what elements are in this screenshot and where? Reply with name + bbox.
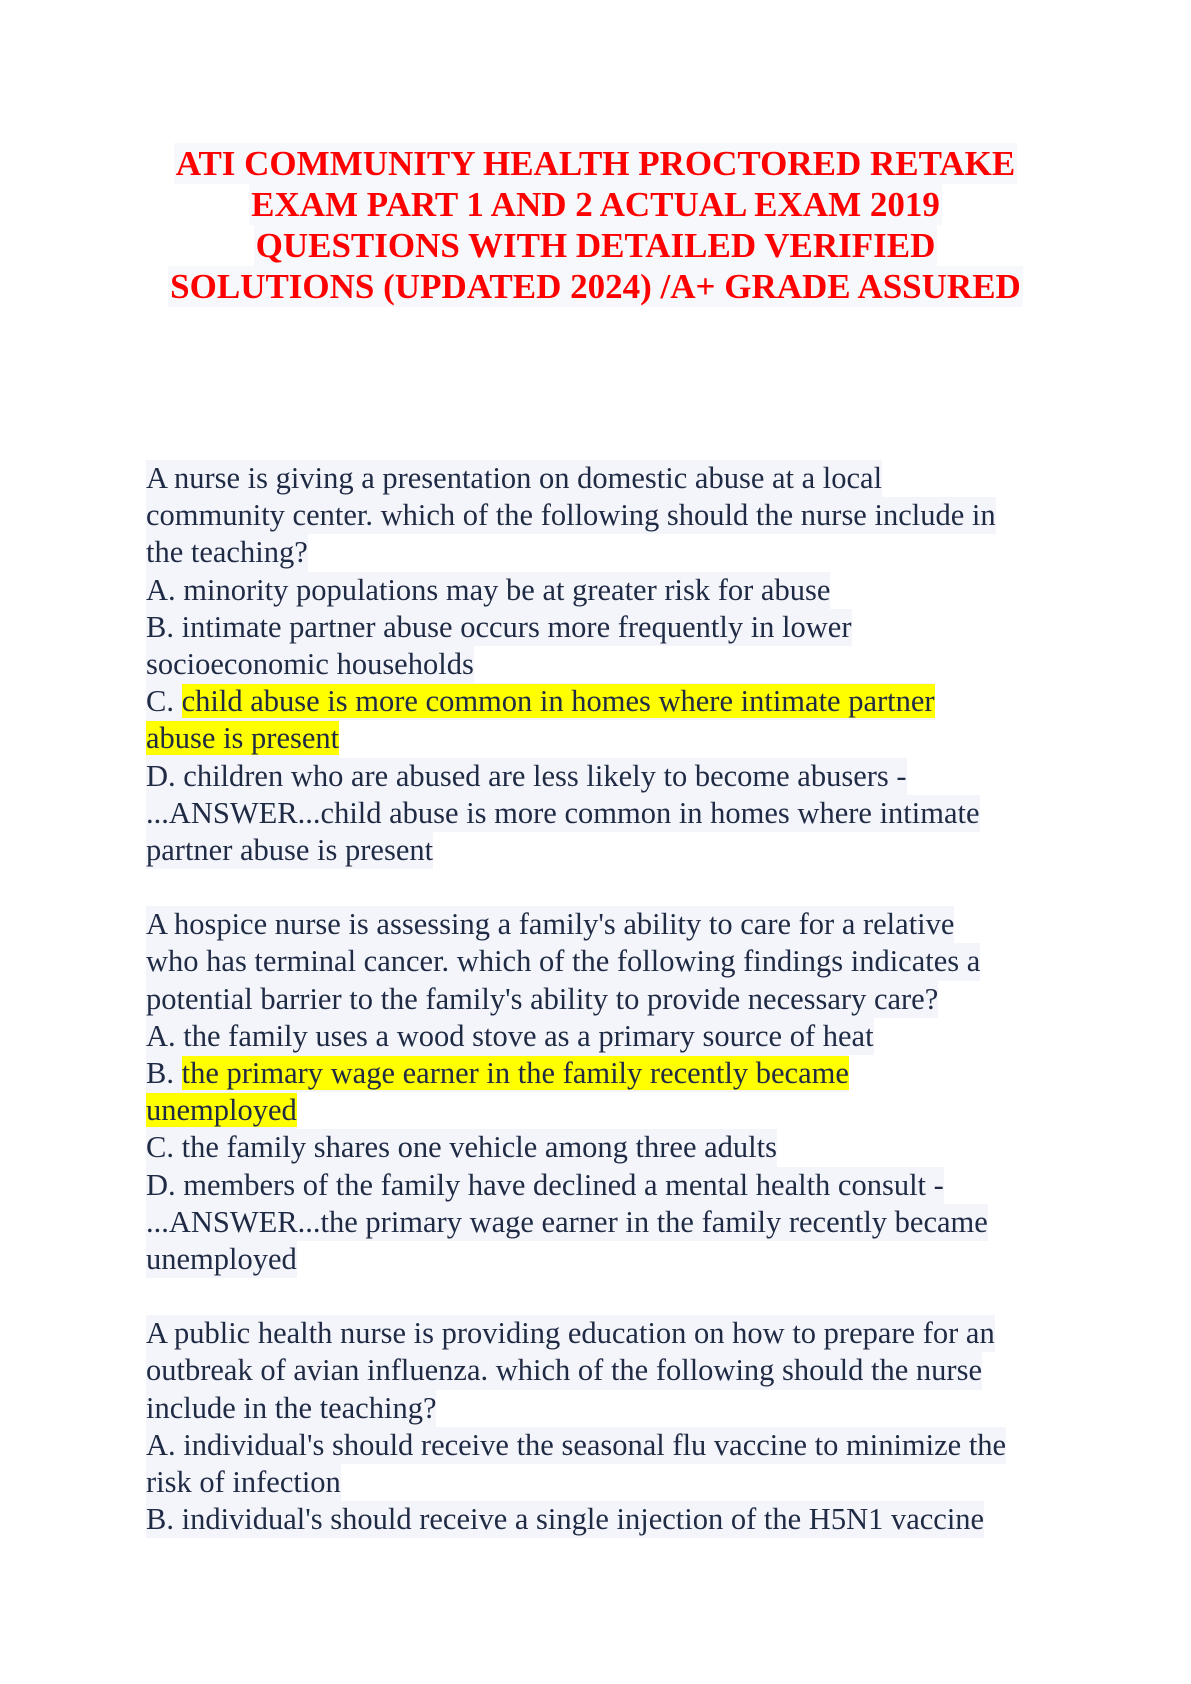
option-a-line: risk of infection <box>146 1464 341 1501</box>
question-stem-line: A nurse is giving a presentation on domestic abuse at a local <box>146 460 882 497</box>
option-c-line <box>146 720 339 757</box>
question-stem-line: the teaching? <box>146 534 308 571</box>
question-stem-line: outbreak of avian influenza. which of the following should the nurse <box>146 1352 982 1389</box>
option-b-line: socioeconomic households <box>146 646 474 683</box>
option-d-line: D. children who are abused are less likely to become abusers - <box>146 758 907 795</box>
question-block <box>146 906 1076 1278</box>
title-line: QUESTIONS WITH DETAILED VERIFIED <box>255 226 936 265</box>
option-b-prefix: B. <box>146 1056 182 1091</box>
question-block <box>146 1315 1076 1538</box>
option-b-line: B. intimate partner abuse occurs more frequently in lower <box>146 609 852 646</box>
option-b-line <box>146 1092 297 1129</box>
title-line: ATI COMMUNITY HEALTH PROCTORED RETAKE <box>175 144 1016 183</box>
question-stem-line: A public health nurse is providing education on how to prepare for an <box>146 1315 995 1352</box>
questions-body <box>146 460 1076 1538</box>
answer-line: unemployed <box>146 1241 297 1278</box>
highlighted-answer: the primary wage earner in the family recently became <box>181 1056 849 1091</box>
question-stem-line: include in the teaching? <box>146 1390 436 1427</box>
question-block <box>146 460 1076 869</box>
question-stem-line: potential barrier to the family's ability to provide necessary care? <box>146 981 938 1018</box>
option-a-line: A. individual's should receive the seasonal flu vaccine to minimize the <box>146 1427 1006 1464</box>
title-line: SOLUTIONS (UPDATED 2024) /A+ GRADE ASSURED <box>170 267 1021 306</box>
answer-line: ...ANSWER...child abuse is more common in homes where intimate <box>146 795 980 832</box>
option-b-line <box>146 1055 849 1092</box>
option-c-line <box>146 683 935 720</box>
option-b: B. individual's should receive a single injection of the H5N1 vaccine <box>146 1501 984 1538</box>
paragraph-gap <box>146 1278 1076 1315</box>
question-stem-line: community center. which of the following should the nurse include in <box>146 497 996 534</box>
paragraph-gap <box>146 869 1076 906</box>
answer-line: ...ANSWER...the primary wage earner in the family recently became <box>146 1204 988 1241</box>
option-c: C. the family shares one vehicle among three adults <box>146 1129 777 1166</box>
option-d-line: D. members of the family have declined a mental health consult - <box>146 1167 944 1204</box>
document-title <box>100 143 1091 307</box>
option-c-prefix: C. <box>146 684 182 719</box>
option-a: A. the family uses a wood stove as a primary source of heat <box>146 1018 874 1055</box>
title-line: EXAM PART 1 AND 2 ACTUAL EXAM 2019 <box>251 185 940 224</box>
highlighted-answer: child abuse is more common in homes where intimate partner <box>181 684 935 719</box>
question-stem-line: who has terminal cancer. which of the following findings indicates a <box>146 943 980 980</box>
option-a: A. minority populations may be at greater risk for abuse <box>146 572 830 609</box>
question-stem-line: A hospice nurse is assessing a family's ability to care for a relative <box>146 906 954 943</box>
answer-line: partner abuse is present <box>146 832 433 869</box>
highlighted-answer: abuse is present <box>146 721 340 756</box>
highlighted-answer: unemployed <box>146 1093 297 1128</box>
